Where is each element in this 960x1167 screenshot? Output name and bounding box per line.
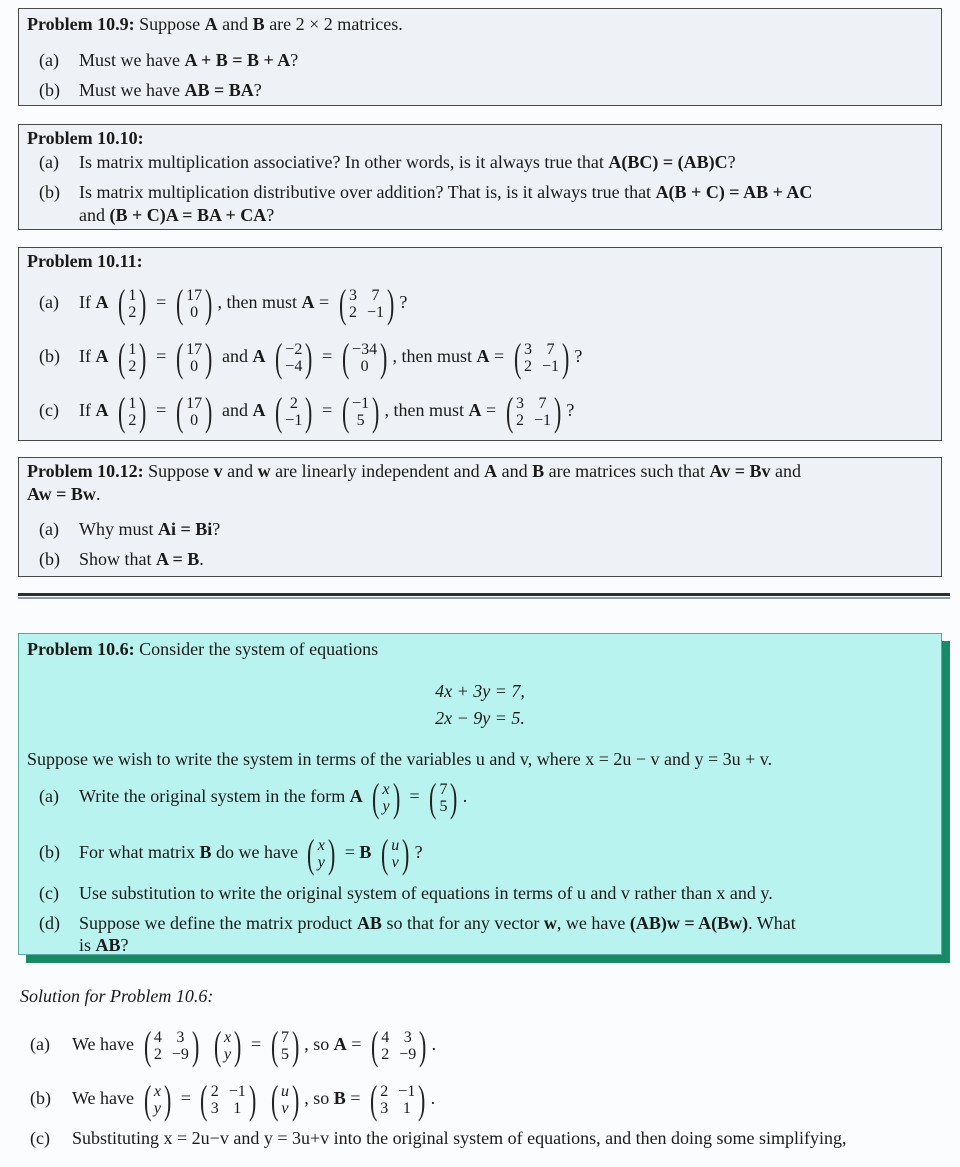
text: ? <box>414 842 423 862</box>
column-vector: ( u v ) <box>380 830 410 876</box>
solution-item <box>30 1126 847 1150</box>
text: and <box>217 400 253 420</box>
problem-item: (b) For what matrix B do we have ( x y ) = B ( u v ) ? <box>39 830 423 876</box>
text: , we have <box>556 913 630 933</box>
vector-entry: x <box>224 1028 232 1046</box>
vector-entry: 7 <box>439 780 448 798</box>
matrix-entry: −1 <box>398 1082 416 1100</box>
expression: A = B <box>156 549 200 569</box>
matrix-entry: 2 <box>153 1045 162 1063</box>
item-label: (d) <box>39 913 60 933</box>
expression: A + B = B + A <box>184 50 291 70</box>
matrix: ( 4 3 2 −9 ) <box>370 1022 427 1068</box>
text: and <box>217 14 253 34</box>
problem-10-12-box <box>18 457 942 577</box>
matrix-entry: 3 <box>523 340 532 358</box>
text: do we have <box>211 842 303 862</box>
column-vector: ( −1 5 ) <box>341 388 380 434</box>
text: and <box>222 461 258 481</box>
text: and <box>217 346 253 366</box>
column-vector: ( 2 −1 ) <box>274 388 313 434</box>
equation-line <box>19 705 941 731</box>
problem-10-6-suppose <box>27 748 933 770</box>
solution-title: Solution for Problem 10.6: <box>20 986 214 1006</box>
vector-entry: 2 <box>128 357 137 375</box>
text: Is matrix multiplication associative? In other words, is it always true that <box>79 152 609 172</box>
problem-10-9-statement <box>27 13 933 35</box>
vector-entry: 0 <box>360 357 369 375</box>
text: If <box>79 346 96 366</box>
text: and <box>497 461 533 481</box>
vector-entry: y <box>382 797 390 815</box>
item-label: (a) <box>39 786 59 806</box>
expression: Ai = Bi <box>158 519 213 539</box>
problem-title: Problem 10.10: <box>27 128 144 148</box>
item-label: (c) <box>30 1128 50 1148</box>
item-label: (a) <box>39 50 59 70</box>
solution-item: (a) We have ( 4 3 2 −9 ) ( x y ) = ( 7 5 ) , so A = ( 4 3 2 −9 ) . <box>30 1020 436 1068</box>
text: Suppose <box>143 461 214 481</box>
text: , then must <box>217 292 302 312</box>
text: Suppose <box>134 14 205 34</box>
expression: A(B + C) = AB + AC <box>655 182 813 202</box>
vector-entry: v <box>391 853 399 871</box>
text: ? <box>120 935 129 955</box>
problem-10-10-statement <box>27 127 933 149</box>
problem-item <box>39 151 933 173</box>
matrix-symbol: A <box>252 400 266 420</box>
vector-entry: 17 <box>186 394 203 412</box>
column-vector: ( u v ) <box>270 1076 300 1122</box>
text: Must we have <box>79 80 185 100</box>
expression: Av = Bv <box>709 461 771 481</box>
matrix: ( 4 3 2 −9 ) <box>143 1022 200 1068</box>
expression: AB <box>95 935 121 955</box>
item-label: (a) <box>30 1034 50 1054</box>
vector-symbol: v <box>213 461 223 481</box>
equation: 2x − 9y = 5. <box>435 708 525 728</box>
solution-item: (b) We have ( x y ) = ( 2 −1 3 1 ) ( u v ) , so B = ( 2 −1 3 1 ) . <box>30 1074 435 1122</box>
text: . <box>199 549 204 569</box>
matrix-entry: 2 <box>515 411 524 429</box>
column-vector: ( x y ) <box>143 1076 172 1122</box>
text: , then must <box>392 346 477 366</box>
vector-entry: 2 <box>289 394 298 412</box>
item-label: (a) <box>39 292 59 312</box>
text: Suppose we wish to write the system in terms of the variables u and v, where x = 2u − v and y = 3u + v. <box>27 749 773 769</box>
text: Must we have <box>79 50 185 70</box>
matrix-entry: 2 <box>380 1082 389 1100</box>
problem-item <box>39 548 933 570</box>
matrix-symbol: A <box>204 14 218 34</box>
expression: Aw = Bw <box>27 484 96 504</box>
matrix-entry: 1 <box>233 1099 242 1117</box>
section-divider-shadow <box>18 597 950 599</box>
text: . What <box>748 913 796 933</box>
text: = <box>151 400 171 420</box>
problem-item <box>39 280 933 324</box>
matrix-entry: 7 <box>546 340 555 358</box>
item-label: (b) <box>39 842 60 862</box>
matrix-entry: 2 <box>210 1082 219 1100</box>
text: ? <box>212 519 221 539</box>
item-label: (a) <box>39 152 59 172</box>
matrix-entry: 3 <box>380 1099 389 1117</box>
matrix-symbol: B <box>333 1088 346 1108</box>
text: , so <box>304 1034 334 1054</box>
expression: AB = BA <box>184 80 254 100</box>
column-vector: ( 1 2 ) <box>117 280 147 326</box>
text: = <box>246 1034 266 1054</box>
expression: (AB)w = A(Bw) <box>629 913 749 933</box>
problem-item <box>39 181 933 203</box>
matrix-entry: −1 <box>541 357 560 375</box>
text: are linearly independent and <box>270 461 485 481</box>
text: = <box>346 1034 366 1054</box>
text: Show that <box>79 549 157 569</box>
text: If <box>79 400 96 420</box>
text: = <box>151 292 171 312</box>
matrix: ( 3 7 2 −1 ) <box>338 280 395 326</box>
text: = <box>489 346 509 366</box>
vector-entry: y <box>153 1099 161 1117</box>
matrix-entry: −1 <box>228 1082 246 1100</box>
matrix-entry: 3 <box>210 1099 219 1117</box>
matrix: ( 2 −1 3 1 ) <box>369 1076 426 1122</box>
matrix-symbol: B <box>359 842 372 862</box>
matrix-entry: 3 <box>403 1028 412 1046</box>
vector-entry: 0 <box>190 303 199 321</box>
matrix-symbol: B <box>199 842 212 862</box>
problem-item-continuation <box>79 934 129 956</box>
matrix-symbol: A <box>301 292 315 312</box>
matrix-symbol: A <box>95 346 109 366</box>
matrix-entry: 1 <box>402 1099 411 1117</box>
problem-item <box>39 388 933 432</box>
section-divider <box>18 593 950 596</box>
problem-title: Problem 10.9: <box>27 14 135 34</box>
text: We have <box>72 1034 139 1054</box>
column-vector: ( x y ) <box>213 1022 242 1068</box>
matrix-entry: 2 <box>381 1045 390 1063</box>
column-vector: ( 17 0 ) <box>175 334 213 380</box>
matrix-entry: 3 <box>515 394 524 412</box>
text: ? <box>253 80 262 100</box>
vector-entry: 5 <box>280 1045 289 1063</box>
text: = <box>317 346 337 366</box>
text: We have <box>72 1088 139 1108</box>
column-vector: ( −34 0 ) <box>341 334 388 380</box>
matrix-symbol: A <box>468 400 482 420</box>
item-label: (a) <box>39 519 59 539</box>
text: = <box>314 292 334 312</box>
matrix-entry: 7 <box>371 286 380 304</box>
column-vector: ( 7 5 ) <box>429 774 458 820</box>
problem-title: Problem 10.12: <box>27 461 144 481</box>
text: . <box>462 786 468 806</box>
problem-10-12-statement-cont <box>27 483 933 505</box>
matrix-symbol: A <box>252 346 266 366</box>
matrix-entry: 3 <box>176 1028 185 1046</box>
text: Write the original system in the form <box>79 786 350 806</box>
vector-entry: 0 <box>190 357 199 375</box>
text: and <box>770 461 801 481</box>
matrix: ( 3 7 2 −1 ) <box>505 388 562 434</box>
vector-entry: u <box>391 836 400 854</box>
text: is <box>79 935 96 955</box>
item-label: (b) <box>39 80 60 100</box>
text: Suppose we define the matrix product <box>79 913 357 933</box>
matrix-symbol: A <box>95 292 109 312</box>
matrix-symbol: A <box>484 461 498 481</box>
text: ? <box>290 50 299 70</box>
text: Use substitution to write the original system of equations in terms of u and v rather than x and y. <box>79 883 773 903</box>
item-label: (c) <box>39 883 59 903</box>
problem-item <box>39 518 933 540</box>
vector-entry: −1 <box>285 411 303 429</box>
matrix-symbol: A <box>333 1034 347 1054</box>
problem-item <box>39 79 933 101</box>
problem-10-10-box <box>18 124 942 230</box>
vector-entry: 1 <box>128 394 137 412</box>
item-label: (b) <box>39 346 60 366</box>
vector-symbol: w <box>257 461 271 481</box>
column-vector: ( −2 −4 ) <box>274 334 313 380</box>
vector-entry: 17 <box>186 286 203 304</box>
vector-entry: 7 <box>280 1028 289 1046</box>
column-vector: ( 7 5 ) <box>270 1022 300 1068</box>
vector-entry: v <box>281 1099 289 1117</box>
equation-line <box>19 678 941 704</box>
matrix-symbol: A <box>349 786 363 806</box>
text: = <box>317 400 337 420</box>
text: ? <box>266 205 275 225</box>
matrix: ( 2 −1 3 1 ) <box>200 1076 257 1122</box>
vector-entry: 5 <box>439 797 448 815</box>
text: , then must <box>384 400 469 420</box>
vector-entry: 0 <box>190 411 199 429</box>
vector-entry: u <box>280 1082 289 1100</box>
vector-entry: 1 <box>128 340 137 358</box>
problem-item <box>39 334 933 378</box>
vector-symbol: w <box>543 913 557 933</box>
problem-10-9-box <box>18 8 942 106</box>
problem-item <box>39 49 933 71</box>
text: = <box>345 1088 365 1108</box>
column-vector: ( 17 0 ) <box>175 388 213 434</box>
text: Substituting x = 2u−v and y = 3u+v into the original system of equations, and then doing some simplifying, <box>72 1128 847 1148</box>
column-vector: ( x y ) <box>307 830 336 876</box>
problem-10-6-box <box>18 633 942 955</box>
matrix-entry: −9 <box>171 1045 189 1063</box>
column-vector: ( 1 2 ) <box>117 334 147 380</box>
problem-title: Problem 10.6: <box>27 639 135 659</box>
item-label: (b) <box>30 1088 51 1108</box>
text: ? <box>727 152 736 172</box>
expression: A(BC) = (AB)C <box>608 152 728 172</box>
expression: (B + C)A = BA + CA <box>109 205 267 225</box>
text: = <box>176 1088 196 1108</box>
matrix-entry: 4 <box>153 1028 162 1046</box>
column-vector: ( 1 2 ) <box>117 388 147 434</box>
column-vector: ( 17 0 ) <box>175 280 213 326</box>
matrix-symbol: B <box>252 14 265 34</box>
vector-entry: 2 <box>128 411 137 429</box>
item-label: (b) <box>39 549 60 569</box>
problem-10-12-statement <box>27 460 933 482</box>
text: For what matrix <box>79 842 200 862</box>
matrix: ( 3 7 2 −1 ) <box>513 334 570 380</box>
vector-entry: x <box>153 1082 161 1100</box>
vector-entry: 17 <box>186 340 203 358</box>
text: = <box>151 346 171 366</box>
text: so that for any vector <box>381 913 544 933</box>
vector-entry: 5 <box>356 411 365 429</box>
problem-item-continuation <box>79 204 274 226</box>
problem-item: (a) Write the original system in the form A ( x y ) = ( 7 5 ) . <box>39 774 468 820</box>
matrix-symbol: B <box>532 461 545 481</box>
problem-title: Problem 10.11: <box>27 251 143 271</box>
problem-10-6-statement <box>27 638 933 660</box>
text: ? <box>399 292 408 312</box>
vector-entry: y <box>224 1045 232 1063</box>
matrix-entry: −9 <box>399 1045 417 1063</box>
text: Is matrix multiplication distributive over addition? That is, is it always true that <box>79 182 656 202</box>
matrix-entry: 7 <box>538 394 547 412</box>
item-label: (c) <box>39 400 59 420</box>
text: = <box>481 400 501 420</box>
vector-entry: −2 <box>285 340 303 358</box>
text: If <box>79 292 96 312</box>
vector-entry: 1 <box>128 286 137 304</box>
matrix-entry: 3 <box>348 286 357 304</box>
text: are 2 × 2 matrices. <box>264 14 403 34</box>
matrix-entry: 4 <box>381 1028 390 1046</box>
column-vector: ( x y ) <box>372 774 400 820</box>
matrix-entry: 2 <box>523 357 532 375</box>
problem-10-11-statement <box>27 250 933 272</box>
vector-entry: x <box>317 836 325 854</box>
text: and <box>79 205 110 225</box>
matrix-entry: −1 <box>366 303 384 321</box>
problem-10-11-box <box>18 247 942 441</box>
vector-entry: −1 <box>352 394 370 412</box>
matrix-symbol: AB <box>356 913 382 933</box>
text: , so <box>304 1088 334 1108</box>
matrix-entry: −1 <box>533 411 552 429</box>
matrix-entry: 2 <box>348 303 357 321</box>
text: are matrices such that <box>544 461 710 481</box>
text: ? <box>574 346 583 366</box>
vector-entry: y <box>317 853 325 871</box>
problem-item <box>39 912 933 934</box>
problem-item <box>39 882 933 904</box>
vector-entry: −4 <box>285 357 303 375</box>
text: Why must <box>79 519 158 539</box>
item-label: (b) <box>39 182 60 202</box>
vector-entry: x <box>382 780 390 798</box>
text: ? <box>566 400 575 420</box>
matrix-symbol: A <box>95 400 109 420</box>
text: Consider the system of equations <box>134 639 379 659</box>
vector-entry: 2 <box>128 303 137 321</box>
matrix-symbol: A <box>476 346 490 366</box>
vector-entry: −34 <box>352 340 378 358</box>
equation: 4x + 3y = 7, <box>435 681 525 701</box>
text: . <box>95 484 101 504</box>
